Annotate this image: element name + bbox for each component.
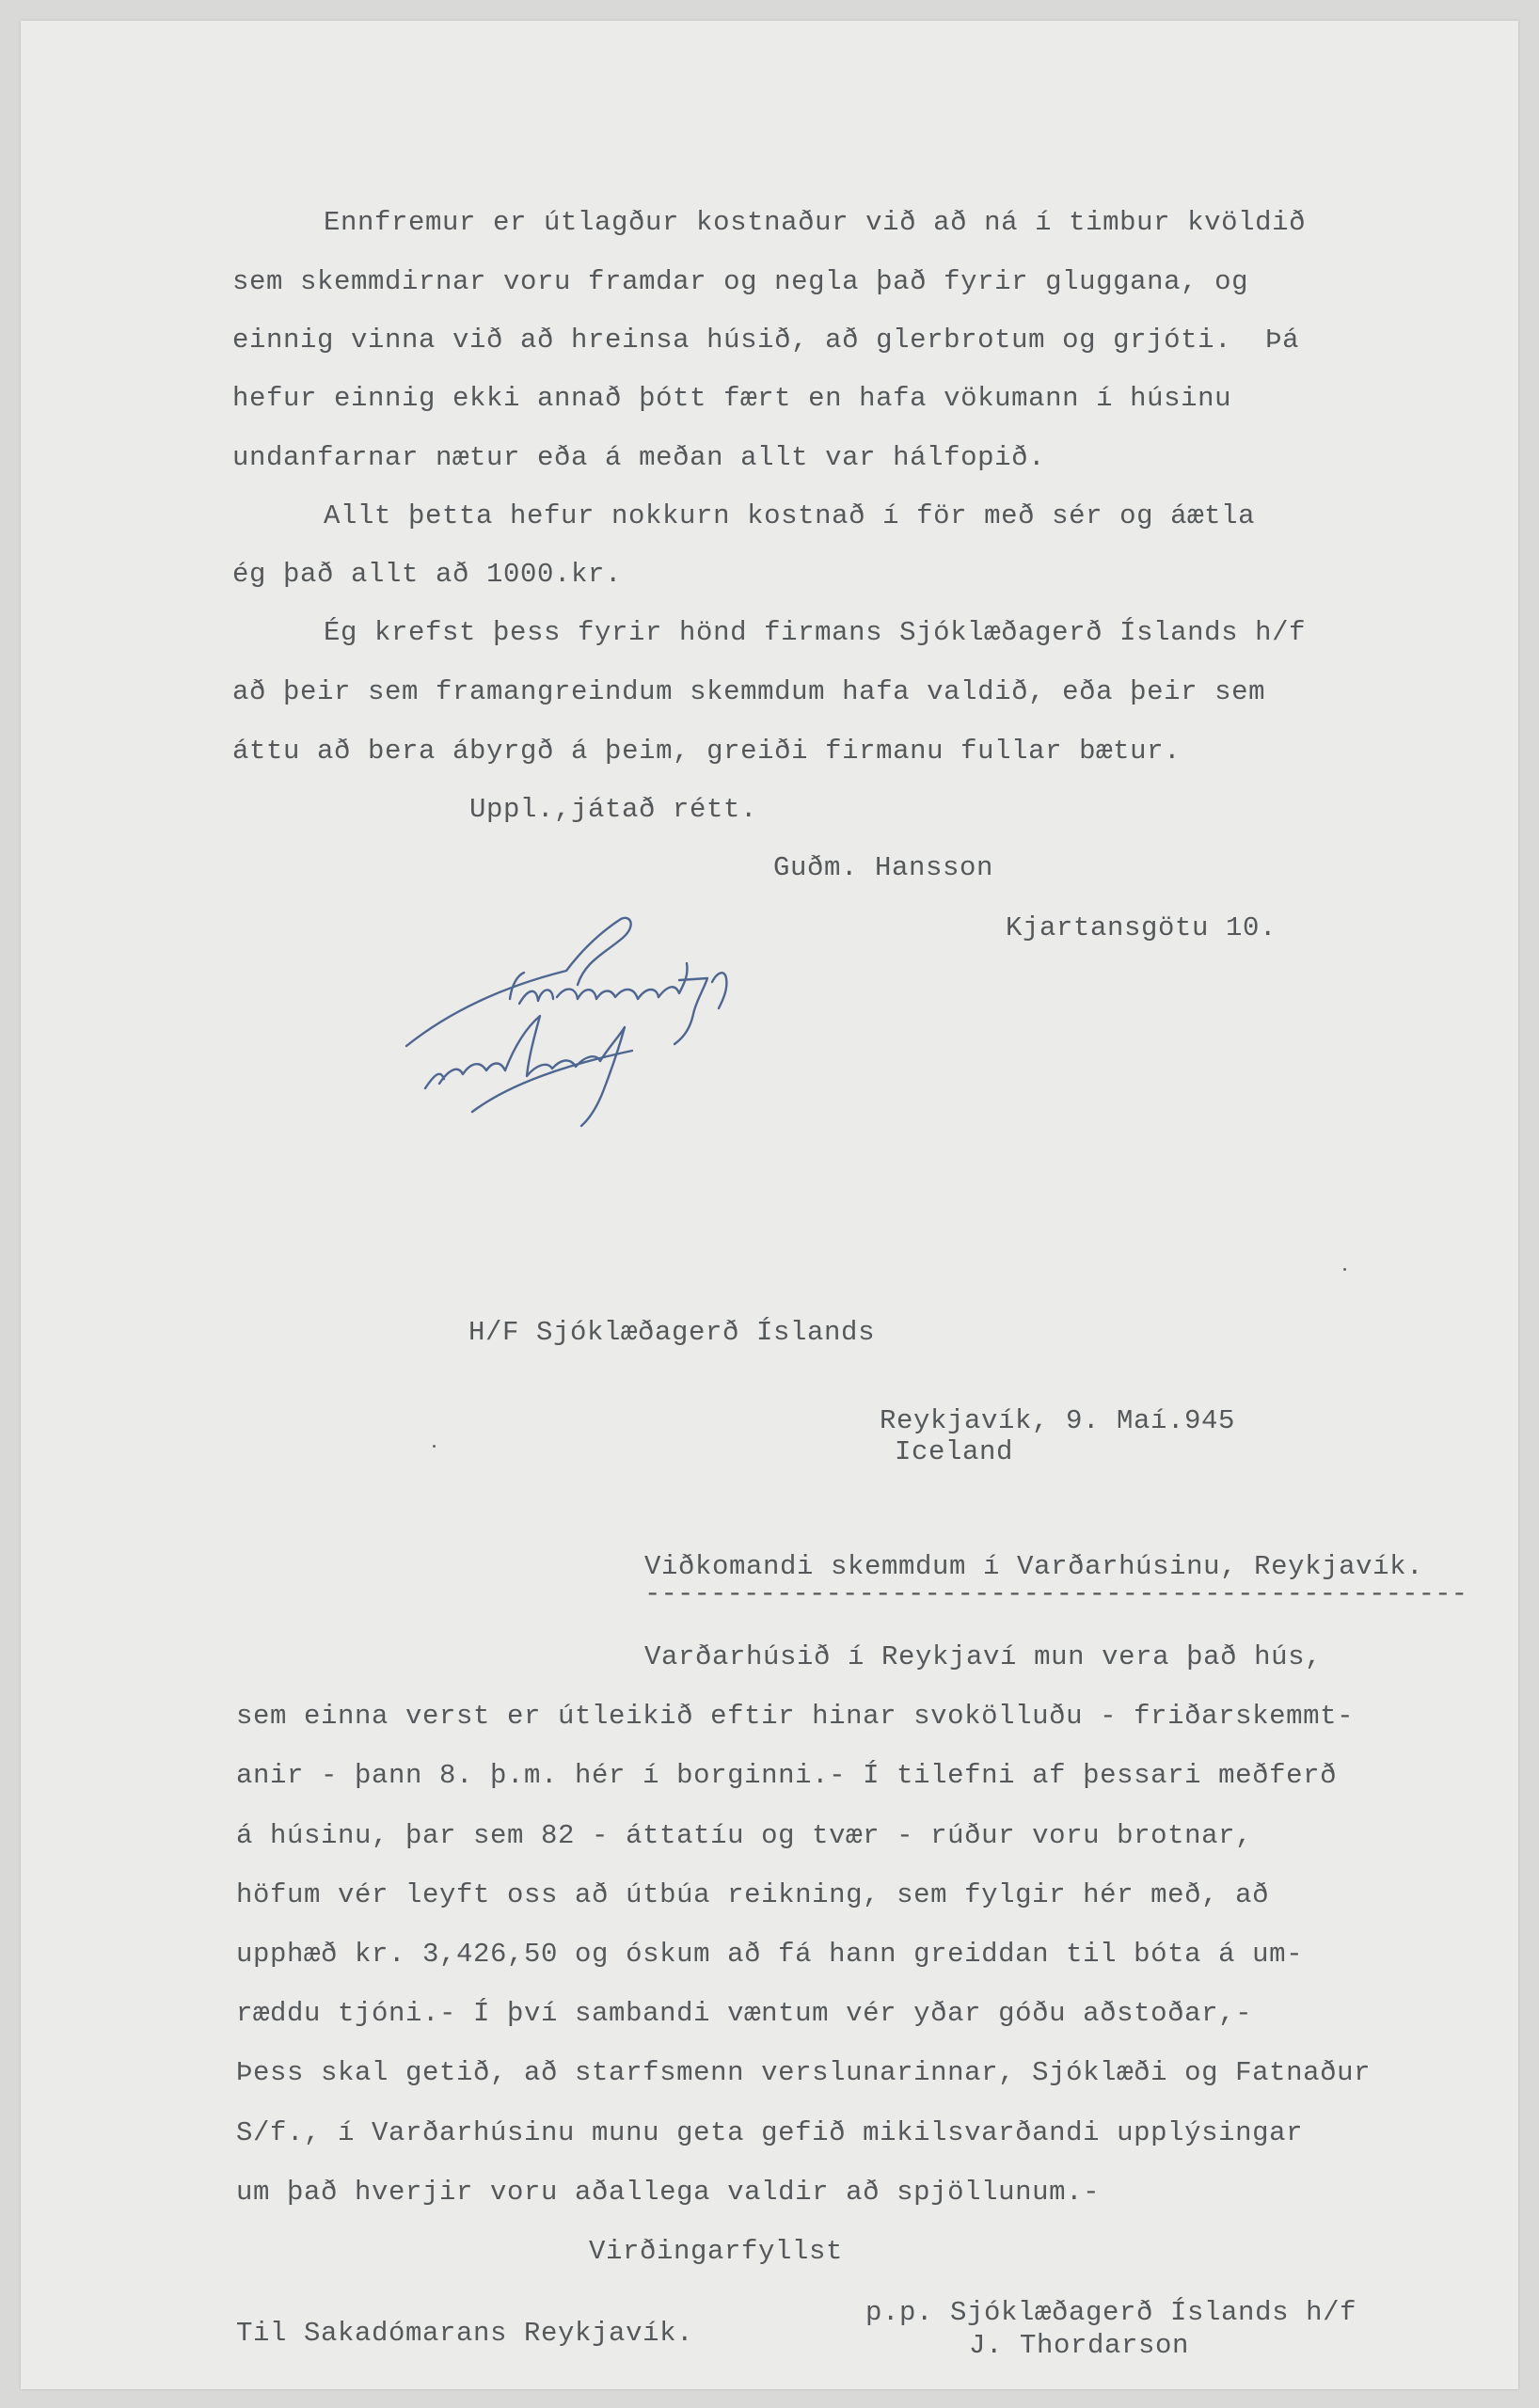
letter-body-line: höfum vér leyft oss að útbúa reikning, sem fylgir hér með, að [236, 1879, 1270, 1910]
statement-line: einnig vinna við að hreinsa húsið, að glerbrotum og grjóti. Þá [232, 325, 1300, 356]
paper-speck [433, 1445, 436, 1448]
paper-speck [1343, 1268, 1346, 1271]
statement-line: áttu að bera ábyrgð á þeim, greiði firmanu fullar bætur. [232, 736, 1182, 767]
statement-line: Ég krefst þess fyrir hönd firmans Sjóklæðagerð Íslands h/f [324, 617, 1307, 648]
letter-body-line: á húsinu, þar sem 82 - áttatíu og tvær - rúður voru brotnar, [236, 1820, 1253, 1851]
statement-line: Ennfremur er útlagður kostnaður við að ná í timbur kvöldið [324, 207, 1307, 238]
letter-body-line: Varðarhúsið í Reykjaví mun vera það hús, [644, 1641, 1323, 1672]
letter-country: Iceland [895, 1436, 1014, 1467]
statement-line: að þeir sem framangreindum skemmdum hafa valdið, eða þeir sem [232, 676, 1266, 707]
letter-body-line: um það hverjir voru aðallega valdir að spjöllunum.- [236, 2177, 1101, 2208]
letterhead-company: H/F Sjóklæðagerð Íslands [468, 1317, 876, 1348]
letter-body-line: ræddu tjóni.- Í því sambandi væntum vér yðar góðu aðstoðar,- [236, 1998, 1253, 2029]
letter-body-line: Þess skal getið, að starfsmenn verslunarinnar, Sjóklæði og Fatnaður [236, 2057, 1372, 2088]
letter-recipient: Til Sakadómarans Reykjavík. [236, 2318, 694, 2349]
subject-underline: -------------------------------------------------- [644, 1578, 1468, 1609]
letter-signatory: J. Thordarson [969, 2330, 1190, 2361]
document-page [21, 21, 1518, 2389]
statement-line: undanfarnar nætur eða á meðan allt var hálfopið. [232, 442, 1046, 473]
declarant-address: Kjartansgötu 10. [1006, 912, 1277, 943]
letter-body-line: upphæð kr. 3,426,50 og óskum að fá hann greiddan til bóta á um- [236, 1939, 1304, 1970]
handwritten-signatures [369, 895, 933, 1140]
statement-line: Allt þetta hefur nokkurn kostnað í för með sér og áætla [324, 500, 1256, 531]
letter-body-line: S/f., í Varðarhúsinu munu geta gefið mikilsvarðandi upplýsingar [236, 2117, 1304, 2148]
confirmation-line: Uppl.,játað rétt. [469, 794, 758, 825]
letter-body-line: anir - þann 8. þ.m. hér í borginni.- Í tilefni af þessari meðferð [236, 1760, 1338, 1791]
letter-signed-for: p.p. Sjóklæðagerð Íslands h/f [865, 2297, 1357, 2328]
letter-body-line: sem einna verst er útleikið eftir hinar svokölluðu - friðarskemmt- [236, 1701, 1355, 1732]
letter-subject: Viðkomandi skemmdum í Varðarhúsinu, Reykjavík. [644, 1551, 1424, 1582]
letter-closing: Virðingarfyllst [589, 2236, 844, 2267]
declarant-name: Guðm. Hansson [773, 852, 994, 883]
statement-line: hefur einnig ekki annað þótt fært en hafa vökumann í húsinu [232, 383, 1232, 414]
letter-place-date: Reykjavík, 9. Maí.945 [880, 1405, 1236, 1436]
statement-line: sem skemmdirnar voru framdar og negla það fyrir gluggana, og [232, 266, 1249, 297]
statement-line: ég það allt að 1000.kr. [232, 559, 623, 590]
